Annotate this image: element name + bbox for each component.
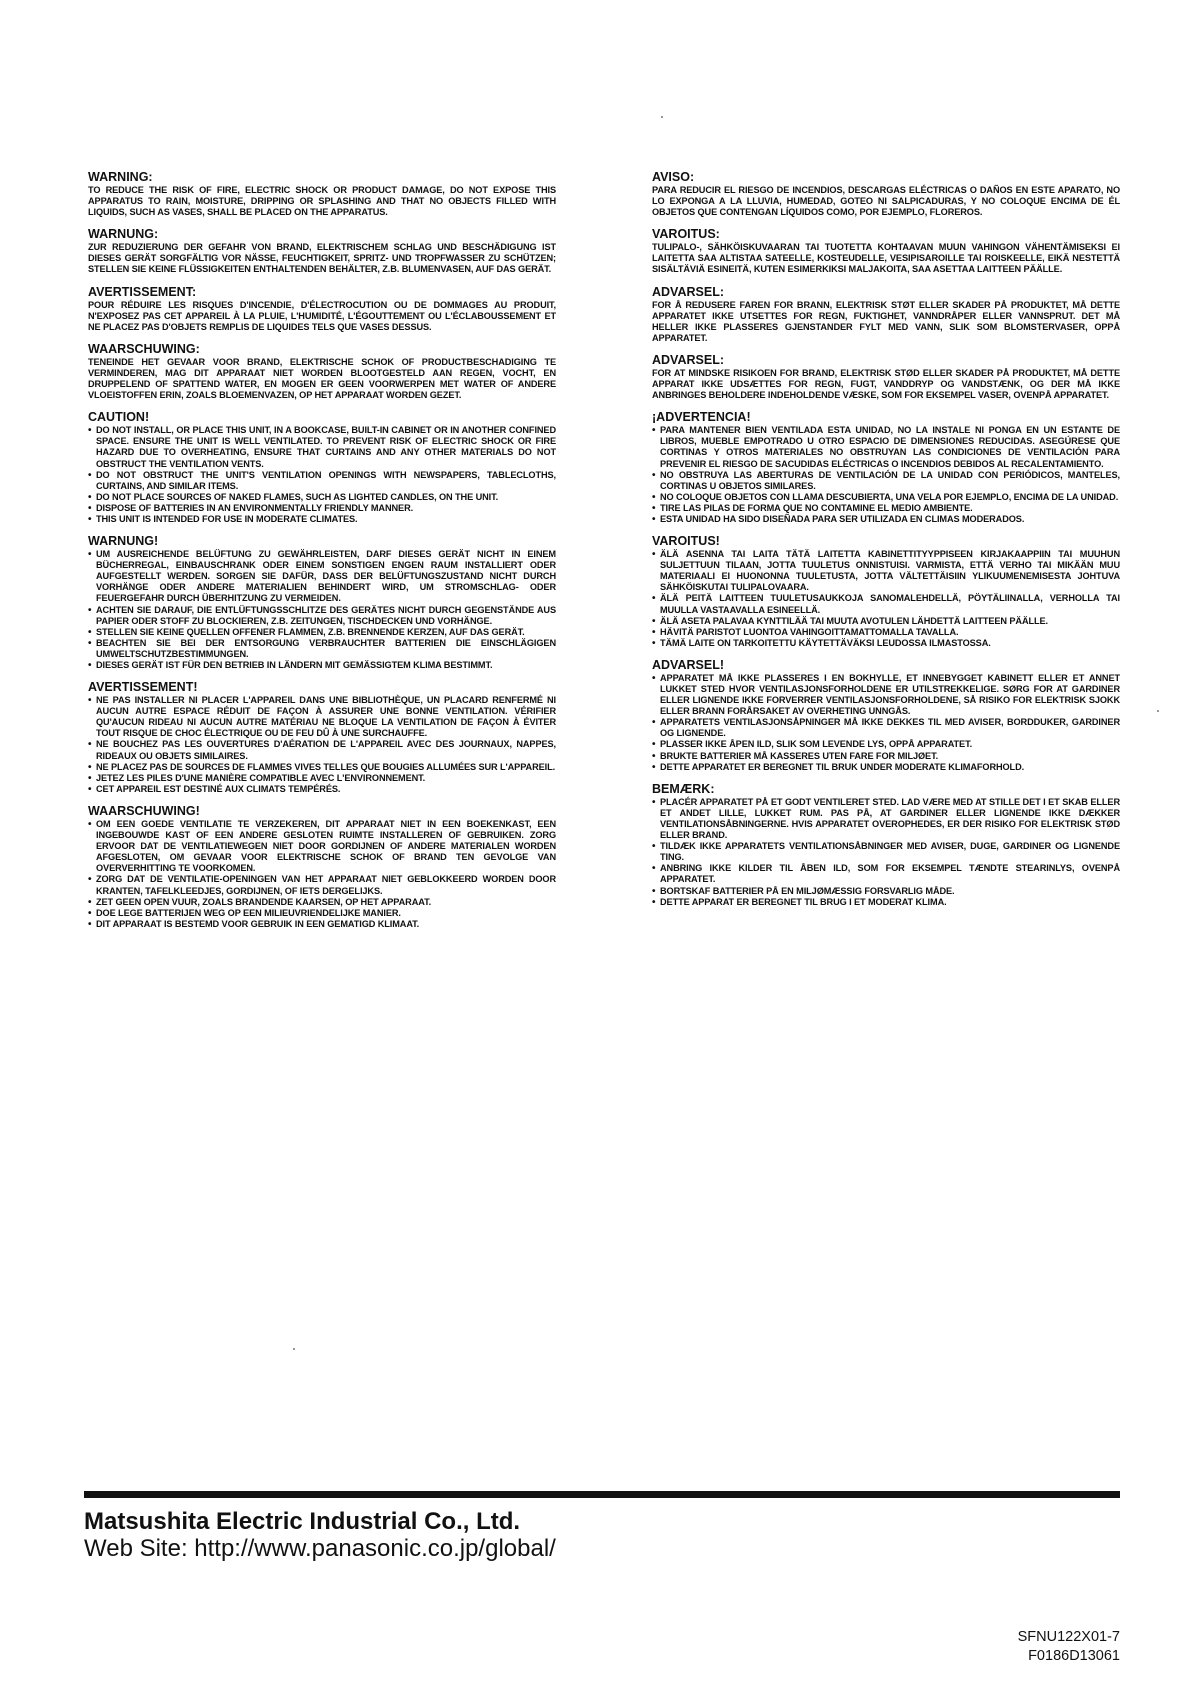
warning-section	[88, 534, 556, 671]
bullet-list	[652, 797, 1120, 908]
bullet-item: • UM AUSREICHENDE BELÜFTUNG ZU GEWÄHRLEISTEN, DARF DIESES GERÄT NICHT IN EINEM BÜCHERREGAL, EINBAUSCHRANK ODER EINEM SONSTIGEN ENGEN RAUM INSTALLIERT ODER AUFGESTELLT WERDEN. SORGEN SIE DAFÜR, DASS DER BELÜFTUNGSZUSTAND NICHT DURCH VORHÄNGE ODER ANDERE MATERIALIEN BEHINDERT WIRD, UM STROMSCHLAG- ODER FEUERGEFAHR DURCH ÜBERHITZUNG ZU VERMEIDEN.	[88, 549, 556, 604]
bullet-item: • NO OBSTRUYA LAS ABERTURAS DE VENTILACIÓN DE LA UNIDAD CON PERIÓDICOS, MANTELES, CORTINAS U OBJETOS SIMILARES.	[652, 470, 1120, 492]
warning-section	[88, 342, 556, 401]
website-address: Web Site: http://www.panasonic.co.jp/global/	[84, 1535, 556, 1562]
section-text: FOR AT MINDSKE RISIKOEN FOR BRAND, ELEKTRISK STØD ELLER SKADER PÅ PRODUKTET, MÅ DETTE APPARAT IKKE UDSÆTTES FOR REGN, FUGT, VANDDRYP OG VANDSTÆNK, OG DER MÅ IKKE ANBRINGES BEHOLDERE INDEHOLDENDE VÆSKE, SOM FOR EKSEMPEL VASER, OVENPÅ APPARATET.	[652, 367, 1120, 401]
bullet-item: • THIS UNIT IS INTENDED FOR USE IN MODERATE CLIMATES.	[88, 514, 556, 525]
scan-speck	[293, 1348, 295, 1350]
bullet-item: • BEACHTEN SIE BEI DER ENTSORGUNG VERBRAUCHTER BATTERIEN DIE EINSCHLÄGIGEN UMWELTSCHUTZBESTIMMUNGEN.	[88, 638, 556, 660]
section-heading: WAARSCHUWING!	[88, 803, 200, 818]
warning-section	[88, 680, 556, 795]
bullet-item: • NE PLACEZ PAS DE SOURCES DE FLAMMES VIVES TELLES QUE BOUGIES ALLUMÉES SUR L'APPAREIL.	[88, 762, 556, 773]
bullet-item: • PARA MANTENER BIEN VENTILADA ESTA UNIDAD, NO LA INSTALE NI PONGA EN UN ESTANTE DE LIBROS, MUEBLE EMPOTRADO U OTRO ESPACIO DE DIMENSIONES REDUCIDAS. ASEGÚRESE QUE CORTINAS Y OTROS MATERIALES NO OBSTRUYAN LAS CONDICIONES DE VENTILACIÓN PARA PREVENIR EL RIESGO DE SACUDIDAS ELÉCTRICAS O INCENDIOS DEBIDOS AL RECALENTAMIENTO.	[652, 425, 1120, 469]
bullet-list	[652, 673, 1120, 773]
bullet-item: • DETTE APPARAT ER BEREGNET TIL BRUG I ET MODERAT KLIMA.	[652, 897, 1120, 908]
bullet-item: • BORTSKAF BATTERIER PÅ EN MILJØMÆSSIG FORSVARLIG MÅDE.	[652, 886, 1120, 897]
section-heading: WARNING:	[88, 170, 153, 184]
bullet-list	[652, 549, 1120, 649]
warning-section	[652, 782, 1120, 908]
section-text: PARA REDUCIR EL RIESGO DE INCENDIOS, DESCARGAS ELÉCTRICAS O DAÑOS EN ESTE APARATO, NO LO EXPONGA A LA LLUVIA, HUMEDAD, GOTEO NI SALPICADURAS, Y NO COLOQUE ENCIMA DE ÉL OBJETOS QUE CONTENGAN LÍQUIDOS COMO, POR EJEMPLO, FLOREROS.	[652, 185, 1120, 218]
scan-speck	[1157, 710, 1159, 712]
bullet-list	[652, 425, 1120, 525]
document-code: SFNU122X01-7	[1017, 1629, 1120, 1645]
scan-speck	[661, 116, 663, 118]
bullet-item: • ACHTEN SIE DARAUF, DIE ENTLÜFTUNGSSCHLITZE DES GERÄTES NICHT DURCH GEGENSTÄNDE AUS PAPIER ODER STOFF ZU BLOCKIEREN, Z.B. ZEITUNGEN, TISCHDECKEN UND VORHÄNGE.	[88, 605, 556, 627]
bullet-item: • ÄLÄ PEITÄ LAITTEEN TUULETUSAUKKOJA SANOMALEHDELLÄ, PÖYTÄLIINALLA, VERHOLLA TAI MUULLA VASTAAVALLA ESINEELLÄ.	[652, 593, 1120, 615]
bullet-item: • APPARATETS VENTILASJONSÅPNINGER MÅ IKKE DEKKES TIL MED AVISER, BORDDUKER, GARDINER OG LIGNENDE.	[652, 717, 1120, 739]
bullet-item: • TILDÆK IKKE APPARATETS VENTILATIONSÅBNINGER MED AVISER, DUGE, GARDINER OG LIGNENDE TING.	[652, 841, 1120, 863]
bullet-list	[88, 819, 556, 930]
bullet-item: • ÄLÄ ASETA PALAVAA KYNTTILÄÄ TAI MUUTA AVOTULEN LÄHDETTÄ LAITTEEN PÄÄLLE.	[652, 616, 1120, 627]
section-heading: ADVARSEL:	[652, 284, 724, 299]
bullet-list	[88, 695, 556, 795]
bullet-item: • STELLEN SIE KEINE QUELLEN OFFENER FLAMMEN, Z.B. BRENNENDE KERZEN, AUF DAS GERÄT.	[88, 627, 556, 638]
section-heading: AVISO:	[652, 170, 695, 184]
section-text: TULIPALO-, SÄHKÖISKUVAARAN TAI TUOTETTA KOHTAAVAN MUUN VAHINGON VÄHENTÄMISEKSI EI LAITETTA SAA ALTISTAA SATEELLE, KOSTEUDELLE, VESIPISAROILLE TAI ROISKEELLE, EIKÄ NESTETTÄ SISÄLTÄVIÄ ESINEITÄ, KUTEN ESIMERKIKSI MALJAKOITA, SAA ASETTAA LAITTEEN PÄÄLLE.	[652, 242, 1120, 275]
warning-section	[652, 658, 1120, 773]
bullet-item: • ESTA UNIDAD HA SIDO DISEÑADA PARA SER UTILIZADA EN CLIMAS MODERADOS.	[652, 514, 1120, 525]
bullet-item: • DOE LEGE BATTERIJEN WEG OP EEN MILIEUVRIENDELIJKE MANIER.	[88, 908, 556, 919]
section-heading: BEMÆRK:	[652, 781, 715, 796]
bullet-item: • PLASSER IKKE ÅPEN ILD, SLIK SOM LEVENDE LYS, OPPÅ APPARATET.	[652, 739, 1120, 750]
section-text: FOR Å REDUSERE FAREN FOR BRANN, ELEKTRISK STØT ELLER SKADER PÅ PRODUKTET, MÅ DETTE APPARATET IKKE UTSETTES FOR REGN, FUKTIGHET, VANNDRÅPER ELLER VANNSPRUT. DET MÅ HELLER IKKE PLASSERES GJENSTANDER FYLT MED VANN, SLIK SOM BLOMSTERVASER, OPPÅ APPARATET.	[652, 299, 1120, 343]
bullet-item: • JETEZ LES PILES D'UNE MANIÈRE COMPATIBLE AVEC L'ENVIRONNEMENT.	[88, 773, 556, 784]
footer-rule	[84, 1491, 1120, 1498]
warning-section	[88, 227, 556, 275]
section-text: TO REDUCE THE RISK OF FIRE, ELECTRIC SHOCK OR PRODUCT DAMAGE, DO NOT EXPOSE THIS APPARATUS TO RAIN, MOISTURE, DRIPPING OR SPLASHING AND THAT NO OBJECTS FILLED WITH LIQUIDS, SUCH AS VASES, SHALL BE PLACED ON THE APPARATUS.	[88, 185, 556, 218]
section-heading: AVERTISSEMENT!	[88, 680, 198, 695]
warning-section	[88, 410, 556, 525]
bullet-item: • DO NOT PLACE SOURCES OF NAKED FLAMES, SUCH AS LIGHTED CANDLES, ON THE UNIT.	[88, 492, 556, 503]
section-heading: WAARSCHUWING:	[88, 341, 200, 356]
warning-section	[652, 285, 1120, 344]
section-heading: WARNUNG:	[88, 227, 159, 242]
bullet-item: • DETTE APPARATET ER BEREGNET TIL BRUK UNDER MODERATE KLIMAFORHOLD.	[652, 762, 1120, 773]
section-heading: VAROITUS:	[652, 227, 720, 242]
bullet-item: • BRUKTE BATTERIER MÅ KASSERES UTEN FARE FOR MILJØET.	[652, 751, 1120, 762]
warning-section	[88, 804, 556, 930]
bullet-item: • ZET GEEN OPEN VUUR, ZOALS BRANDENDE KAARSEN, OP HET APPARAAT.	[88, 897, 556, 908]
section-heading: ADVARSEL:	[652, 352, 724, 367]
bullet-item: • TÄMÄ LAITE ON TARKOITETTU KÄYTETTÄVÄKSI LEUDOSSA ILMASTOSSA.	[652, 638, 1120, 649]
warning-section	[652, 353, 1120, 401]
bullet-item: • DO NOT INSTALL, OR PLACE THIS UNIT, IN A BOOKCASE, BUILT-IN CABINET OR IN ANOTHER CONFINED SPACE. ENSURE THE UNIT IS WELL VENTILATED. TO PREVENT RISK OF ELECTRIC SHOCK OR FIRE HAZARD DUE TO OVERHEATING, ENSURE THAT CURTAINS AND ANY OTHER MATERIALS DO NOT OBSTRUCT THE VENTILATION VENTS.	[88, 425, 556, 469]
bullet-item: • HÄVITÄ PARISTOT LUONTOA VAHINGOITTAMATTOMALLA TAVALLA.	[652, 627, 1120, 638]
section-text: ZUR REDUZIERUNG DER GEFAHR VON BRAND, ELEKTRISCHEM SCHLAG UND BESCHÄDIGUNG IST DIESES GERÄT SORGFÄLTIG VOR NÄSSE, FEUCHTIGKEIT, SPRITZ- UND TROPFWASSER ZU SCHÜTZEN; STELLEN SIE KEINE FLÜSSIGKEITEN ENTHALTENDEN BEHÄLTER, Z.B. BLUMENVASEN, AUF DAS GERÄT.	[88, 242, 556, 275]
bullet-list	[88, 425, 556, 525]
bullet-item: • NE PAS INSTALLER NI PLACER L'APPAREIL DANS UNE BIBLIOTHÈQUE, UN PLACARD RENFERMÉ NI AUCUN AUTRE ESPACE RÉDUIT DE FAÇON À ASSURER UNE BONNE VENTILATION. VÉRIFIER QU'AUCUN RIDEAU NI AUCUN AUTRE MATÉRIAU NE BLOQUE LA VENTILATION DE FAÇON À ÉVITER TOUT RISQUE DE CHOC ÉLECTRIQUE OU DE FEU DÛ À UNE SURCHAUFFE.	[88, 695, 556, 739]
bullet-item: • APPARATET MÅ IKKE PLASSERES I EN BOKHYLLE, ET INNEBYGGET KABINETT ELLER ET ANNET LUKKET STED HVOR VENTILASJONSFORHOLDENE ER UTILSTREKKELIGE. SØRG FOR AT GARDINER ELLER LIGNENDE IKKE FORVERRER VENTILASJONSFORHOLDENE, SÅ RISIKO FOR ELEKTRISK SJOKK ELLER BRANN FORÅRSAKET AV OVERHETING UNNGÅS.	[652, 673, 1120, 717]
bullet-list	[88, 549, 556, 671]
section-text: TENEINDE HET GEVAAR VOOR BRAND, ELEKTRISCHE SCHOK OF PRODUCTBESCHADIGING TE VERMINDEREN, MAG DIT APPARAAT NIET WORDEN BLOOTGESTELD AAN REGEN, VOCHT, EN DRUPPELEND OF SPATTEND WATER, EN MOGEN ER GEEN VOORWERPEN MET WATER OF ANDERE VLOEISTOFFEN ERIN, ZOALS BLOEMENVAZEN, OP HET APPARAAT WORDEN GEZET.	[88, 356, 556, 401]
left-column	[88, 170, 556, 939]
bullet-item: • OM EEN GOEDE VENTILATIE TE VERZEKEREN, DIT APPARAAT NIET IN EEN BOEKENKAST, EEN INGEBOUWDE KAST OF EEN ANDERE GESLOTEN RUIMTE INSTALLEREN OF GEBRUIKEN. ZORG ERVOOR DAT DE VENTILATIEWEGEN NIET DOOR GORDIJNEN OF ANDERE MATERIALEN WORDEN AFGESLOTEN, OM GEVAAR VOOR ELEKTRISCHE SCHOK OF BRAND TEN GEVOLGE VAN OVERVERHITTING TE VOORKOMEN.	[88, 819, 556, 874]
section-heading: VAROITUS!	[652, 534, 720, 549]
bullet-item: • DO NOT OBSTRUCT THE UNIT'S VENTILATION OPENINGS WITH NEWSPAPERS, TABLECLOTHS, CURTAINS, AND SIMILAR ITEMS.	[88, 470, 556, 492]
section-heading: ¡ADVERTENCIA!	[652, 410, 751, 425]
right-column	[652, 170, 1120, 917]
bullet-item: • ZORG DAT DE VENTILATIE-OPENINGEN VAN HET APPARAAT NIET GEBLOKKEERD WORDEN DOOR KRANTEN, TAFELKLEEDJES, GORDIJNEN, OF IETS DERGELIJKS.	[88, 874, 556, 896]
section-heading: AVERTISSEMENT:	[88, 284, 197, 299]
warning-section	[88, 285, 556, 333]
bullet-item: • ANBRING IKKE KILDER TIL ÅBEN ILD, SOM FOR EKSEMPEL TÆNDTE STEARINLYS, OVENPÅ APPARATET.	[652, 863, 1120, 885]
section-text: POUR RÉDUIRE LES RISQUES D'INCENDIE, D'ÉLECTROCUTION OU DE DOMMAGES AU PRODUIT, N'EXPOSEZ PAS CET APPAREIL À LA PLUIE, L'HUMIDITÉ, L'ÉGOUTTEMENT OU L'ÉCLABOUSSEMENT ET NE PLACEZ PAS D'OBJETS REMPLIS DE LIQUIDES TELS QUE VASES DESSUS.	[88, 299, 556, 332]
section-heading: ADVARSEL!	[652, 657, 724, 672]
bullet-item: • NE BOUCHEZ PAS LES OUVERTURES D'AÉRATION DE L'APPAREIL AVEC DES JOURNAUX, NAPPES, RIDEAUX OU OBJETS SIMILAIRES.	[88, 739, 556, 761]
document-codes	[1018, 1628, 1120, 1666]
bullet-item: • CET APPAREIL EST DESTINÉ AUX CLIMATS TEMPÉRÉS.	[88, 784, 556, 795]
bullet-item: • PLACÉR APPARATET PÅ ET GODT VENTILERET STED. LAD VÆRE MED AT STILLE DET I ET SKAB ELLER ET ANDET LILLE, LUKKET RUM. PAS PÅ, AT GARDINER ELLER LIGNENDE IKKE DÆKKER VENTILATIONSÅBNINGERNE. HVIS APPARATET OVEROPHEDES, ER DER RISIKO FOR ELEKTRISK STØD ELLER BRAND.	[652, 797, 1120, 841]
warning-section	[652, 227, 1120, 275]
bullet-item: • DIESES GERÄT IST FÜR DEN BETRIEB IN LÄNDERN MIT GEMÄSSIGTEM KLIMA BESTIMMT.	[88, 660, 556, 671]
section-heading: CAUTION!	[88, 410, 150, 425]
bullet-item: • TIRE LAS PILAS DE FORMA QUE NO CONTAMINE EL MEDIO AMBIENTE.	[652, 503, 1120, 514]
document-code: F0186D13061	[1028, 1648, 1120, 1664]
warning-section	[88, 170, 556, 218]
warning-section	[652, 170, 1120, 218]
bullet-item: • DIT APPARAAT IS BESTEMD VOOR GEBRUIK IN EEN GEMATIGD KLIMAAT.	[88, 919, 556, 930]
bullet-item: • DISPOSE OF BATTERIES IN AN ENVIRONMENTALLY FRIENDLY MANNER.	[88, 503, 556, 514]
warning-section	[652, 534, 1120, 649]
company-name: Matsushita Electric Industrial Co., Ltd.	[84, 1508, 521, 1535]
bullet-item: • NO COLOQUE OBJETOS CON LLAMA DESCUBIERTA, UNA VELA POR EJEMPLO, ENCIMA DE LA UNIDAD.	[652, 492, 1120, 503]
bullet-item: • ÄLÄ ASENNA TAI LAITA TÄTÄ LAITETTA KABINETTITYYPPISEEN KIRJAKAAPPIIN TAI MUUHUN SULJETTUUN TILAAN, JOTTA TUULETUS ONNISTUISI. VARMISTA, ETTÄ VERHO TAI MIKÄÄN MUU MATERIAALI EI HUONONNA TUULETUSTA, JOTTA VÄLTETTÄISIIN YLIKUUMENEMISESTA JOHTUVA SÄHKÖISKUTAI TULIPALOVAARA.	[652, 549, 1120, 593]
section-heading: WARNUNG!	[88, 534, 159, 549]
warning-section	[652, 410, 1120, 525]
